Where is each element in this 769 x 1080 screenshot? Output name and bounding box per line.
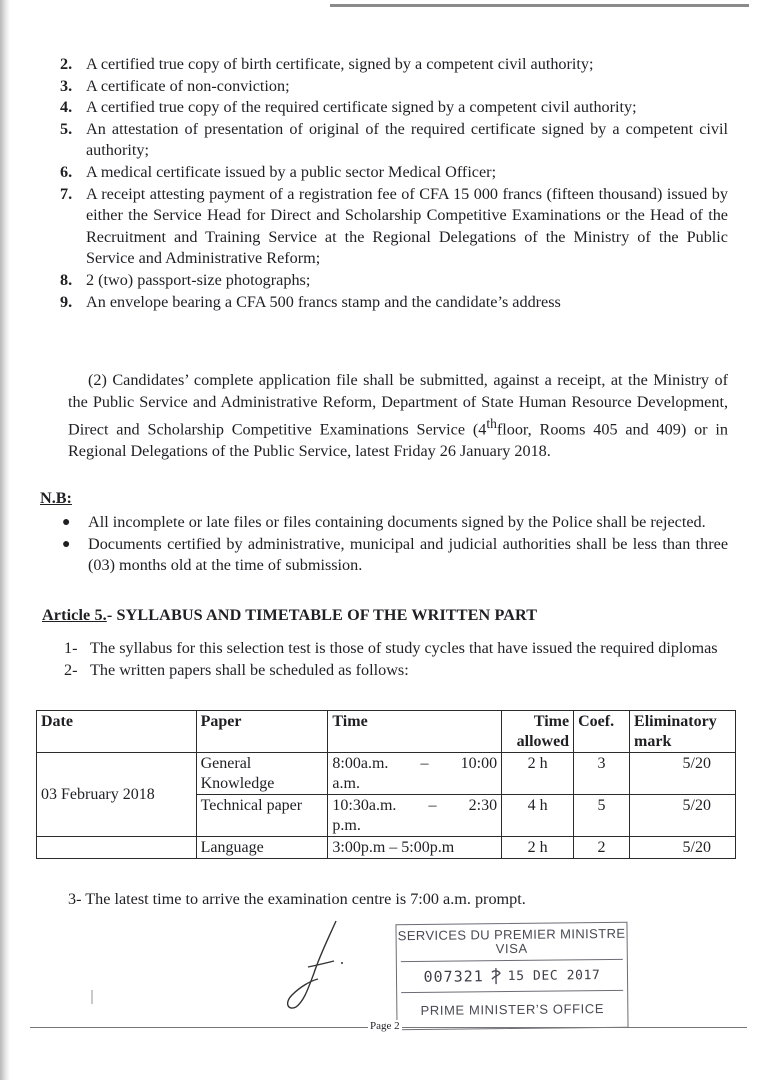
requirement-item: [60, 162, 728, 184]
header-time: Time: [328, 711, 502, 753]
nb-list: [62, 512, 728, 577]
stamp-number-row: [401, 959, 623, 993]
step-text: The written papers shall be scheduled as follows:: [90, 660, 409, 679]
requirements-list: [60, 54, 728, 313]
header-time-allowed: Time allowed: [502, 711, 574, 753]
stamp-date: 15 DEC 2017: [507, 967, 601, 984]
step-number: 1-: [64, 639, 78, 657]
eliminatory-cell: 5/20: [630, 837, 736, 859]
article-title: - SYLLABUS AND TIMETABLE OF THE WRITTEN PART: [106, 606, 538, 624]
item-text: An attestation of presentation of original of the required certificate signed by a competent civil authority;: [86, 119, 728, 160]
item-number: 4.: [60, 98, 73, 117]
item-number: 5.: [60, 119, 73, 138]
stamp-line-1: SERVICES DU PREMIER MINISTRE: [397, 925, 626, 944]
arrival-note: 3- The latest time to arrive the examination centre is 7:00 a.m. prompt.: [68, 890, 526, 908]
header-coef: Coef.: [574, 711, 630, 753]
submission-paragraph: [68, 370, 728, 463]
item-text: A medical certificate issued by a public sector Medical Officer;: [86, 162, 497, 181]
submission-text-1: (2) Candidates’ complete application file shall be submitted, against a receipt, at the Ministry of the Public Service and Administrative Reform, Department of State Human Resource Development, Direct and Scholarship Competitive Examinations Service (4: [68, 371, 728, 439]
nb-item-text: Documents certified by administrative, municipal and judicial authorities shall be less than three (03) months old at the time of submission.: [88, 534, 728, 575]
bullet-icon: ●: [62, 515, 71, 530]
step-item: [64, 638, 728, 660]
requirement-item: [60, 184, 728, 270]
exam-date-cell: 03 February 2018: [37, 753, 197, 837]
submission-text-2: floor, Rooms 405 and 409) or in Regional Delegations of the Public Service, latest Friday 26 January 2018.: [68, 420, 728, 461]
time-cell: 3:00p.m – 5:00p.m: [328, 837, 502, 859]
time-dash: –: [428, 797, 437, 814]
empty-date-cell: [37, 837, 197, 859]
submission-superscript: th: [486, 416, 497, 432]
article-heading: [42, 606, 537, 625]
item-number: 8.: [60, 270, 73, 289]
item-number: 2.: [60, 55, 73, 73]
step-item: [64, 660, 728, 682]
coef-cell: 2: [574, 837, 630, 859]
requirement-item: [60, 119, 728, 162]
time-end: 2:30: [468, 797, 498, 814]
signature-icon: [278, 915, 350, 1015]
item-number: 3.: [60, 76, 73, 95]
table-row: [37, 837, 736, 859]
item-text: An envelope bearing a CFA 500 francs stamp and the candidate’s address: [86, 292, 561, 311]
item-text: 2 (two) passport-size photographs;: [86, 270, 311, 289]
scan-edge-shadow: [0, 0, 10, 1080]
stamp-line-3: PRIME MINISTER’S OFFICE: [420, 1001, 605, 1018]
article-label: Article 5.: [42, 606, 107, 624]
item-text: A receipt attesting payment of a registration fee of CFA 15 000 francs (fifteen thousand) issued by either the Service Head for Direct and Scholarship Competitive Examinations or the Head of the Recruitment and Training Service at the Regional Delegations of the Ministry of the Public Service and Administrative Reform;: [86, 184, 728, 268]
stamp-line-2: VISA: [495, 940, 528, 957]
item-text: A certified true copy of birth certificate, signed by a competent civil authority;: [86, 55, 594, 73]
nb-heading: N.B:: [40, 489, 72, 507]
time-suffix: a.m.: [332, 775, 360, 792]
nb-item: [62, 512, 728, 534]
time-start: 8:00a.m.: [332, 755, 389, 772]
coef-cell: 5: [574, 795, 630, 837]
time-dash: –: [420, 755, 429, 772]
table-row: [37, 753, 736, 795]
time-cell: [328, 753, 502, 795]
time-cell: [328, 795, 502, 837]
step-number: 2-: [64, 660, 78, 679]
time-allowed-cell: 2 h: [502, 753, 574, 795]
requirement-item: [60, 270, 728, 292]
nb-item: [62, 534, 728, 577]
item-text: A certified true copy of the required certificate signed by a competent civil authority;: [86, 98, 637, 117]
page-number: Page 2: [370, 1020, 400, 1032]
header-date: Date: [37, 711, 197, 753]
article-steps: [64, 638, 728, 681]
stamp-mark-icon: [490, 967, 502, 985]
step-text: The syllabus for this selection test is those of study cycles that have issued the required diplomas: [90, 639, 718, 657]
timetable: [36, 710, 736, 859]
time-start: 10:30a.m.: [332, 797, 397, 814]
time-end: 10:00: [460, 755, 498, 772]
bullet-icon: ●: [62, 536, 71, 552]
time-suffix: p.m.: [332, 817, 361, 834]
paper-cell: Language: [196, 837, 328, 859]
paper-cell: General Knowledge: [196, 753, 328, 795]
coef-cell: 3: [574, 753, 630, 795]
nb-item-text: All incomplete or late files or files containing documents signed by the Police shall be rejected.: [88, 513, 706, 531]
margin-mark: [91, 990, 93, 1004]
requirement-item: [60, 76, 728, 98]
paper-cell: Technical paper: [196, 795, 328, 837]
time-allowed-cell: 2 h: [502, 837, 574, 859]
eliminatory-cell: 5/20: [630, 753, 736, 795]
eliminatory-cell: 5/20: [630, 795, 736, 837]
requirement-item: [60, 54, 728, 76]
time-allowed-cell: 4 h: [502, 795, 574, 837]
item-number: 6.: [60, 162, 73, 181]
item-number: 7.: [60, 184, 73, 203]
timetable-header-row: [37, 711, 736, 753]
visa-stamp: [395, 922, 628, 1030]
item-text: A certificate of non-conviction;: [86, 76, 290, 95]
header-eliminatory-mark: Eliminatory mark: [630, 711, 736, 753]
requirement-item: [60, 97, 728, 119]
item-number: 9.: [60, 292, 73, 311]
header-paper: Paper: [196, 711, 328, 753]
requirement-item: [60, 292, 728, 314]
top-border-line: [330, 4, 749, 7]
stamp-number: 007321: [423, 967, 484, 986]
